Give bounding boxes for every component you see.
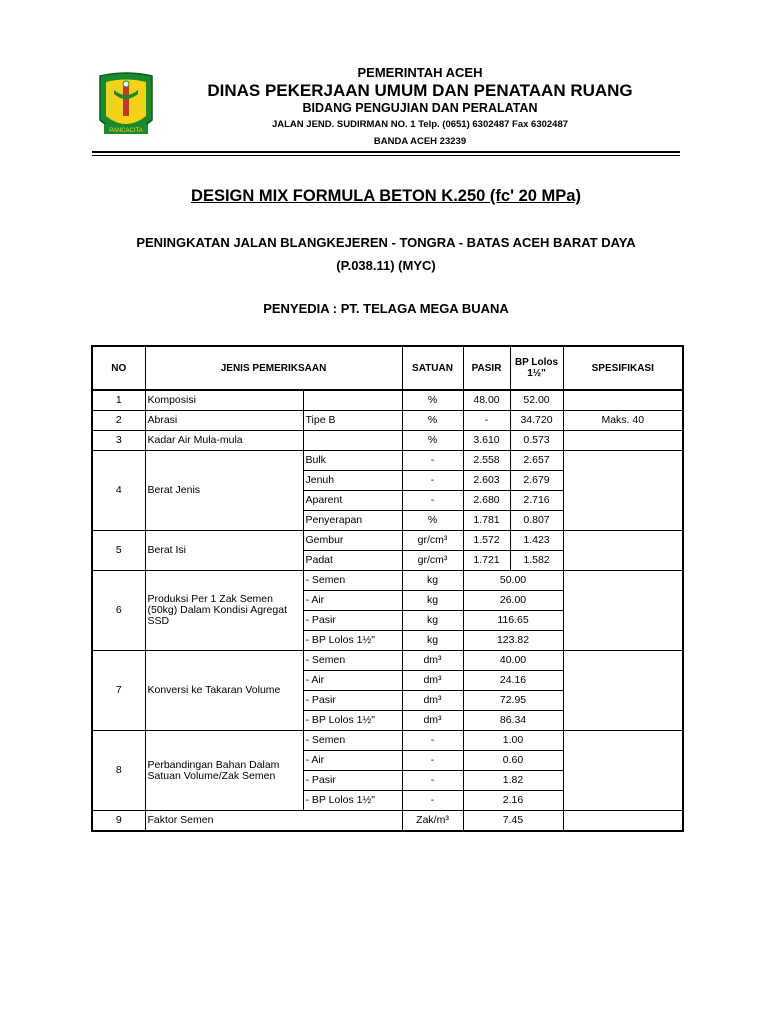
- row-name: Berat Jenis: [145, 451, 303, 531]
- row-value: 123.82: [463, 631, 563, 651]
- aceh-emblem-logo: [96, 72, 156, 142]
- row-sub: - Pasir: [303, 691, 402, 711]
- row-value: 1.00: [463, 731, 563, 751]
- mix-design-table: [91, 345, 684, 832]
- row-satuan: dm³: [402, 651, 463, 671]
- row-no: 7: [92, 651, 145, 731]
- row-sub: Aparent: [303, 491, 402, 511]
- document-title: DESIGN MIX FORMULA BETON K.250 (fc' 20 MPa): [191, 187, 581, 205]
- row-bp: 2.679: [510, 471, 563, 491]
- table-row: [92, 651, 683, 671]
- row-satuan: kg: [402, 631, 463, 651]
- row-sub: [303, 390, 402, 411]
- row-name: Abrasi: [145, 411, 303, 431]
- vendor-name: PENYEDIA : PT. TELAGA MEGA BUANA: [263, 301, 509, 316]
- row-satuan: %: [402, 390, 463, 411]
- row-bp: 2.716: [510, 491, 563, 511]
- header-address: JALAN JEND. SUDIRMAN NO. 1 Telp. (0651) 6302487 Fax 6302487: [271, 119, 569, 130]
- row-satuan: -: [402, 731, 463, 751]
- row-satuan: -: [402, 491, 463, 511]
- row-bp: 2.657: [510, 451, 563, 471]
- row-value: 72.95: [463, 691, 563, 711]
- table-row: [92, 731, 683, 751]
- col-header-spesifikasi: SPESIFIKASI: [563, 346, 683, 390]
- row-no: 8: [92, 731, 145, 811]
- row-spec: Maks. 40: [563, 411, 683, 431]
- row-satuan: kg: [402, 591, 463, 611]
- row-satuan: kg: [402, 611, 463, 631]
- table-row: [92, 531, 683, 551]
- row-sub: - Air: [303, 591, 402, 611]
- row-no: 5: [92, 531, 145, 571]
- row-name: Berat Isi: [145, 531, 303, 571]
- row-name: Kadar Air Mula-mula: [145, 431, 303, 451]
- row-name: Produksi Per 1 Zak Semen (50kg) Dalam Kondisi Agregat SSD: [145, 571, 303, 651]
- table-row: [92, 390, 683, 411]
- row-no: 3: [92, 431, 145, 451]
- row-satuan: dm³: [402, 711, 463, 731]
- row-spec: [563, 531, 683, 571]
- row-sub: Penyerapan: [303, 511, 402, 531]
- row-satuan: -: [402, 471, 463, 491]
- row-pasir: 3.610: [463, 431, 510, 451]
- logo-text: PANCACITA: [109, 128, 143, 134]
- project-name: PENINGKATAN JALAN BLANGKEJEREN - TONGRA - BATAS ACEH BARAT DAYA: [136, 235, 636, 250]
- header-government: PEMERINTAH ACEH: [357, 65, 483, 80]
- row-sub: - Semen: [303, 651, 402, 671]
- row-pasir: 1.721: [463, 551, 510, 571]
- row-value: 40.00: [463, 651, 563, 671]
- row-value: 0.60: [463, 751, 563, 771]
- row-satuan: -: [402, 751, 463, 771]
- row-satuan: gr/cm³: [402, 551, 463, 571]
- row-satuan: -: [402, 771, 463, 791]
- row-name: Konversi ke Takaran Volume: [145, 651, 303, 731]
- project-code: (P.038.11) (MYC): [336, 258, 436, 273]
- table-row: [92, 451, 683, 471]
- col-header-no: NO: [92, 346, 145, 390]
- row-bp: 1.582: [510, 551, 563, 571]
- row-value: 86.34: [463, 711, 563, 731]
- col-header-bp: BP Lolos 1½": [510, 346, 563, 390]
- row-sub: - Air: [303, 751, 402, 771]
- row-spec: [563, 431, 683, 451]
- header-divider: [92, 151, 680, 153]
- header-agency: DINAS PEKERJAAN UMUM DAN PENATAAN RUANG: [207, 81, 633, 100]
- table-row: [92, 571, 683, 591]
- header-division: BIDANG PENGUJIAN DAN PERALATAN: [302, 101, 538, 115]
- row-sub: Padat: [303, 551, 402, 571]
- row-value: 2.16: [463, 791, 563, 811]
- row-sub: - Air: [303, 671, 402, 691]
- row-spec: [563, 390, 683, 411]
- row-no: 4: [92, 451, 145, 531]
- row-value: 116.65: [463, 611, 563, 631]
- row-pasir: 48.00: [463, 390, 510, 411]
- row-no: 1: [92, 390, 145, 411]
- row-sub: - BP Lolos 1½": [303, 631, 402, 651]
- row-bp: 0.807: [510, 511, 563, 531]
- row-satuan: -: [402, 451, 463, 471]
- row-value: 1.82: [463, 771, 563, 791]
- col-header-satuan: SATUAN: [402, 346, 463, 390]
- row-satuan: %: [402, 411, 463, 431]
- row-sub: Jenuh: [303, 471, 402, 491]
- row-pasir: -: [463, 411, 510, 431]
- row-bp: 0.573: [510, 431, 563, 451]
- row-pasir: 1.781: [463, 511, 510, 531]
- row-name: Faktor Semen: [145, 811, 402, 832]
- table-row: [92, 811, 683, 832]
- col-header-jenis: JENIS PEMERIKSAAN: [145, 346, 402, 390]
- col-header-pasir: PASIR: [463, 346, 510, 390]
- table-row: [92, 431, 683, 451]
- row-sub: - Semen: [303, 571, 402, 591]
- row-sub: Gembur: [303, 531, 402, 551]
- row-value: 26.00: [463, 591, 563, 611]
- row-satuan: dm³: [402, 691, 463, 711]
- header-city: BANDA ACEH 23239: [373, 136, 467, 147]
- header-divider-thin: [92, 155, 680, 156]
- row-no: 2: [92, 411, 145, 431]
- row-satuan: kg: [402, 571, 463, 591]
- row-spec: [563, 651, 683, 731]
- row-value: 7.45: [463, 811, 563, 832]
- row-satuan: -: [402, 791, 463, 811]
- table-row: [92, 411, 683, 431]
- row-pasir: 2.603: [463, 471, 510, 491]
- row-satuan: dm³: [402, 671, 463, 691]
- row-satuan: gr/cm³: [402, 531, 463, 551]
- row-no: 6: [92, 571, 145, 651]
- row-satuan: Zak/m³: [402, 811, 463, 832]
- row-spec: [563, 571, 683, 651]
- row-bp: 34.720: [510, 411, 563, 431]
- row-sub: Bulk: [303, 451, 402, 471]
- table-header-row: [92, 346, 683, 390]
- row-pasir: 1.572: [463, 531, 510, 551]
- row-sub: - Pasir: [303, 771, 402, 791]
- row-bp: 52.00: [510, 390, 563, 411]
- row-pasir: 2.558: [463, 451, 510, 471]
- row-pasir: 2.680: [463, 491, 510, 511]
- row-satuan: %: [402, 511, 463, 531]
- row-spec: [563, 811, 683, 832]
- row-bp: 1.423: [510, 531, 563, 551]
- row-sub: Tipe B: [303, 411, 402, 431]
- row-value: 50.00: [463, 571, 563, 591]
- row-no: 9: [92, 811, 145, 832]
- row-value: 24.16: [463, 671, 563, 691]
- row-spec: [563, 731, 683, 811]
- row-name: Komposisi: [145, 390, 303, 411]
- row-sub: - Semen: [303, 731, 402, 751]
- row-name: Perbandingan Bahan Dalam Satuan Volume/Zak Semen: [145, 731, 303, 811]
- row-sub: - BP Lolos 1½": [303, 791, 402, 811]
- row-satuan: %: [402, 431, 463, 451]
- row-spec: [563, 451, 683, 531]
- row-sub: [303, 431, 402, 451]
- row-sub: - Pasir: [303, 611, 402, 631]
- row-sub: - BP Lolos 1½": [303, 711, 402, 731]
